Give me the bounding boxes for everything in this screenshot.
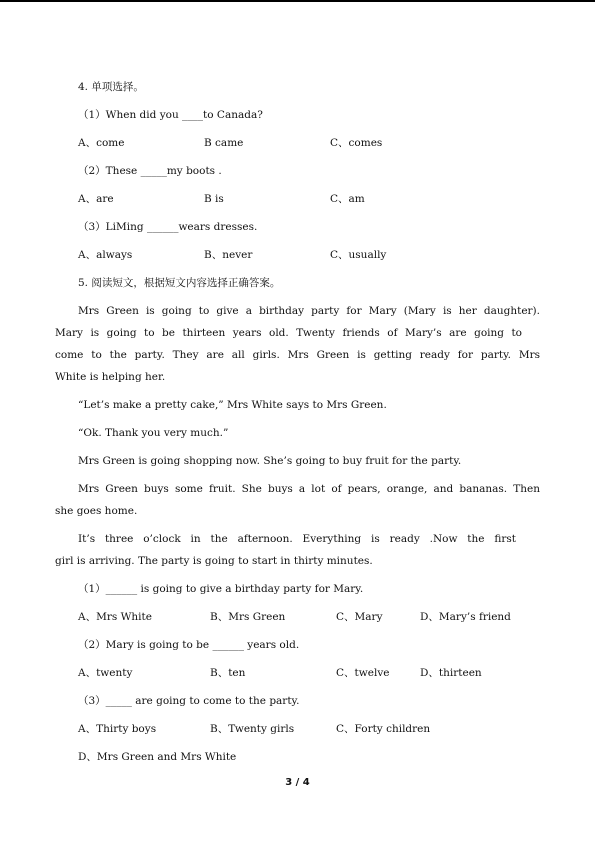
q5-2-option-b: B、ten bbox=[210, 667, 246, 679]
passage-line: come to the party. They are all girls. Mrs Green is getting ready for party. Mrs bbox=[55, 349, 540, 361]
passage-line: Mrs Green buys some fruit. She buys a lot of pears, orange, and bananas. Then bbox=[78, 483, 540, 495]
passage-line: Mrs Green is going shopping now. She’s going to buy fruit for the party. bbox=[78, 455, 462, 467]
q5-3-option-a: A、Thirty boys bbox=[78, 723, 157, 735]
passage-line: Mary is going to be thirteen years old. Twenty friends of Mary’s are going to bbox=[55, 327, 522, 339]
q5-3-option-b: B、Twenty girls bbox=[210, 723, 295, 735]
q5-2-option-d: D、thirteen bbox=[420, 667, 482, 679]
q5-3-option-c: C、Forty children bbox=[336, 723, 431, 735]
page-top-border bbox=[0, 0, 595, 2]
q5-1-question: （1）______ is going to give a birthday party for Mary. bbox=[78, 583, 364, 595]
passage-line: she goes home. bbox=[55, 505, 138, 517]
q5-2-option-c: C、twelve bbox=[336, 667, 390, 679]
q4-3-question: （3）LiMing ______wears dresses. bbox=[78, 221, 258, 233]
q4-title: 4. 单项选择。 bbox=[78, 81, 144, 93]
q4-1-question: （1）When did you ____to Canada? bbox=[78, 109, 263, 121]
q4-2-option-a: A、are bbox=[78, 193, 114, 205]
q4-1-option-a: A、come bbox=[78, 137, 125, 149]
passage-line: “Ok. Thank you very much.” bbox=[78, 427, 229, 439]
q5-3-question: （3）_____ are going to come to the party. bbox=[78, 695, 300, 707]
q5-2-question: （2）Mary is going to be ______ years old. bbox=[78, 639, 300, 651]
q4-1-option-c: C、comes bbox=[330, 137, 383, 149]
q5-1-option-b: B、Mrs Green bbox=[210, 611, 286, 623]
page-number: 3 / 4 bbox=[285, 777, 310, 788]
q4-3-option-a: A、always bbox=[78, 249, 133, 261]
q4-1-option-b: B came bbox=[204, 137, 244, 149]
passage-line: It’s three o’clock in the afternoon. Everything is ready .Now the first bbox=[78, 533, 516, 545]
q4-3-option-c: C、usually bbox=[330, 249, 387, 261]
q4-2-question: （2）These _____my boots . bbox=[78, 165, 222, 177]
q5-3-option-d: D、Mrs Green and Mrs White bbox=[78, 751, 237, 763]
passage-line: White is helping her. bbox=[55, 371, 166, 383]
q5-1-option-a: A、Mrs White bbox=[78, 611, 152, 623]
passage-line: Mrs Green is going to give a birthday party for Mary (Mary is her daughter). bbox=[78, 305, 540, 317]
q4-2-option-b: B is bbox=[204, 193, 224, 205]
q4-2-option-c: C、am bbox=[330, 193, 365, 205]
q5-title: 5. 阅读短文，根据短文内容选择正确答案。 bbox=[78, 277, 281, 289]
q4-3-option-b: B、never bbox=[204, 249, 253, 261]
q5-1-option-d: D、Mary’s friend bbox=[420, 611, 511, 623]
passage-line: girl is arriving. The party is going to start in thirty minutes. bbox=[55, 555, 373, 567]
q5-1-option-c: C、Mary bbox=[336, 611, 383, 623]
q5-2-option-a: A、twenty bbox=[78, 667, 133, 679]
passage-line: “Let’s make a pretty cake,” Mrs White says to Mrs Green. bbox=[78, 399, 387, 411]
